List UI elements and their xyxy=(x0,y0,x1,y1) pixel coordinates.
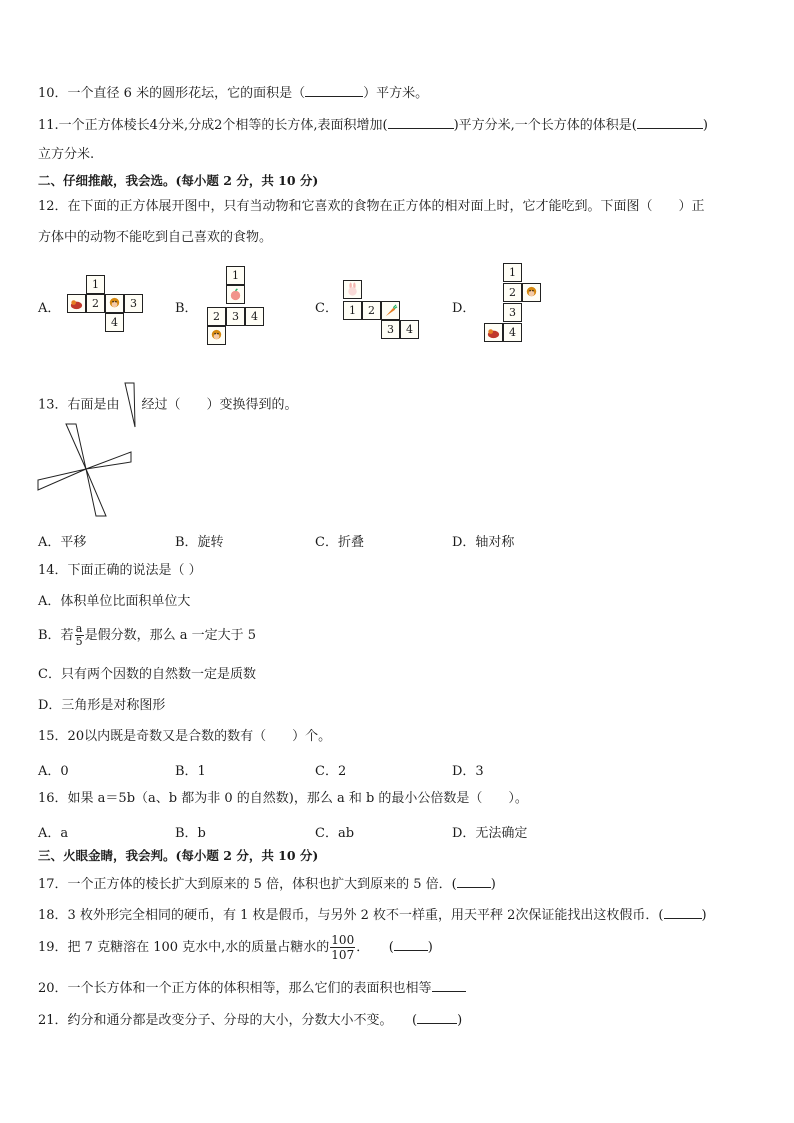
net-c-face-1: 1 xyxy=(343,301,362,320)
peach-icon xyxy=(228,287,243,302)
q19-denominator: 107 xyxy=(331,948,355,962)
net-d-face-4: 4 xyxy=(503,323,522,342)
question-18 xyxy=(38,906,707,924)
net-b-animal-face xyxy=(207,326,226,345)
q16-option-d[interactable]: D．无法确定 xyxy=(452,826,528,841)
q16-option-c[interactable]: C．ab xyxy=(315,826,355,841)
rabbit-icon xyxy=(345,282,360,297)
q21-close: ) xyxy=(457,1013,463,1028)
q18-text: 18．3 枚外形完全相同的硬币，有 1 枚是假币，与另外 2 枚不一样重，用天平秤 2次保证能找出这枚假币．( xyxy=(38,908,664,923)
net-b-face-4: 4 xyxy=(245,307,264,326)
q14-b-pre: B．若 xyxy=(38,628,74,643)
net-a-food-face xyxy=(105,294,124,313)
question-17 xyxy=(38,875,496,893)
net-c-face-4: 4 xyxy=(400,320,419,339)
monkey-icon xyxy=(209,328,224,343)
q19-pre: 19．把 7 克糖溶在 100 克水中,水的质量占糖水的 xyxy=(38,940,330,955)
q18-answer-blank[interactable] xyxy=(664,906,702,919)
q19-numerator: 100 xyxy=(331,933,355,947)
net-d-face-1: 1 xyxy=(503,263,522,282)
net-b-face-2: 2 xyxy=(207,307,226,326)
net-b-face-1: 1 xyxy=(226,266,245,285)
section-3-header: 三、火眼金睛，我会判。(每小题 2 分，共 10 分) xyxy=(38,848,319,863)
net-c-animal-face xyxy=(343,280,362,299)
q10-close: ）平方米。 xyxy=(363,86,429,101)
q14-stem: 14．下面正确的说法是（ ） xyxy=(38,563,202,578)
net-a-face-4: 4 xyxy=(105,313,124,332)
q16-option-a[interactable]: A．a xyxy=(38,826,69,841)
q14-b-denominator: 5 xyxy=(75,635,83,648)
q13-post: 经过（ ）变换得到的。 xyxy=(141,397,298,413)
net-a-face-2: 2 xyxy=(86,294,105,313)
q19-answer-blank[interactable] xyxy=(394,938,428,951)
q11-mid: )平方分米,一个长方体的体积是( xyxy=(453,118,637,133)
q13-option-d[interactable]: D．轴对称 xyxy=(452,535,515,550)
q14-option-d[interactable]: D．三角形是对称图形 xyxy=(38,698,166,713)
q19-close: ) xyxy=(427,940,433,955)
q14-b-numerator: a xyxy=(75,622,83,635)
question-11 xyxy=(38,116,708,134)
q14-option-c[interactable]: C．只有两个因数的自然数一定是质数 xyxy=(38,667,256,682)
q10-text: 10．一个直径 6 米的圆形花坛，它的面积是（ xyxy=(38,86,306,101)
q18-close: ) xyxy=(701,908,707,923)
q15-option-c[interactable]: C．2 xyxy=(315,764,347,779)
net-b-face-3: 3 xyxy=(226,307,245,326)
net-a-animal-face xyxy=(67,294,86,313)
question-21 xyxy=(38,1011,462,1029)
net-d-food-face xyxy=(484,323,503,342)
squirrel-icon xyxy=(69,296,84,311)
q12-line1: 12．在下面的正方体展开图中，只有当动物和它喜欢的食物在正方体的相对面上时，它才能吃到。下面图（ ）正 xyxy=(38,199,705,214)
q15-stem: 15．20以内既是奇数又是合数的数有（ ）个。 xyxy=(38,729,332,744)
question-10 xyxy=(38,84,428,102)
q13-option-a[interactable]: A．平移 xyxy=(38,535,87,550)
q11-line1: 11.一个正方体棱长4分米,分成2个相等的长方体,表面积增加( xyxy=(38,118,388,133)
q17-answer-blank[interactable] xyxy=(457,875,491,888)
q12-option-a[interactable]: A． xyxy=(38,301,61,316)
q13-option-b[interactable]: B．旋转 xyxy=(175,535,224,550)
q12-line2: 方体中的动物不能吃到自己喜欢的食物。 xyxy=(38,230,273,245)
q15-option-a[interactable]: A．0 xyxy=(38,764,69,779)
q20-answer-blank[interactable] xyxy=(432,979,466,992)
net-c-face-2: 2 xyxy=(362,301,381,320)
q17-close: ) xyxy=(490,877,496,892)
monkey-icon xyxy=(107,296,122,311)
pinwheel-figure xyxy=(36,422,136,520)
q12-option-c[interactable]: C． xyxy=(315,301,338,316)
q16-option-b[interactable]: B．b xyxy=(175,826,206,841)
net-a-face-3: 3 xyxy=(124,294,143,313)
net-b-food-face xyxy=(226,285,245,304)
net-d-animal-face xyxy=(522,283,541,302)
squirrel-icon xyxy=(486,325,501,340)
net-a-face-1: 1 xyxy=(86,275,105,294)
q14-b-fraction xyxy=(75,623,84,648)
question-19 xyxy=(38,930,433,966)
q19-fraction xyxy=(330,933,355,962)
q11-end: ) xyxy=(702,118,708,133)
q21-answer-blank[interactable] xyxy=(417,1011,457,1024)
monkey-icon xyxy=(524,285,539,300)
q14-option-a[interactable]: A．体积单位比面积单位大 xyxy=(38,594,191,609)
net-c-food-face xyxy=(381,301,400,320)
q14-option-b[interactable] xyxy=(38,622,256,650)
q11-blank-2[interactable] xyxy=(637,116,703,129)
q19-post: ． ( xyxy=(356,940,394,955)
q20-text: 20．一个长方体和一个正方体的体积相等，那么它们的表面积也相等 xyxy=(38,981,432,996)
q11-blank-1[interactable] xyxy=(388,116,454,129)
q13-option-c[interactable]: C．折叠 xyxy=(315,535,364,550)
q13-pre: 13．右面是由 xyxy=(38,397,120,413)
q16-stem: 16．如果 a＝5b（a、b 都为非 0 的自然数)，那么 a 和 b 的最小公倍数是（ ）。 xyxy=(38,791,528,806)
carrot-icon xyxy=(383,303,398,318)
q10-answer-blank[interactable] xyxy=(305,84,363,97)
q21-text: 21．约分和通分都是改变分子、分母的大小，分数大小不变。 ( xyxy=(38,1013,418,1028)
q17-text: 17．一个正方体的棱长扩大到原来的 5 倍，体积也扩大到原来的 5 倍．( xyxy=(38,877,457,892)
q12-option-b[interactable]: B． xyxy=(175,301,198,316)
net-c-face-3: 3 xyxy=(381,320,400,339)
q12-option-d[interactable]: D． xyxy=(452,301,476,316)
q11-line2: 立方分米. xyxy=(38,147,95,162)
q14-b-post: 是假分数，那么 a 一定大于 5 xyxy=(84,628,256,643)
net-d-face-3: 3 xyxy=(503,303,522,322)
question-20 xyxy=(38,979,466,997)
net-d-face-2: 2 xyxy=(503,283,522,302)
q15-option-d[interactable]: D．3 xyxy=(452,764,484,779)
section-2-header: 二、仔细推敲，我会选。(每小题 2 分，共 10 分) xyxy=(38,173,319,188)
q15-option-b[interactable]: B．1 xyxy=(175,764,206,779)
